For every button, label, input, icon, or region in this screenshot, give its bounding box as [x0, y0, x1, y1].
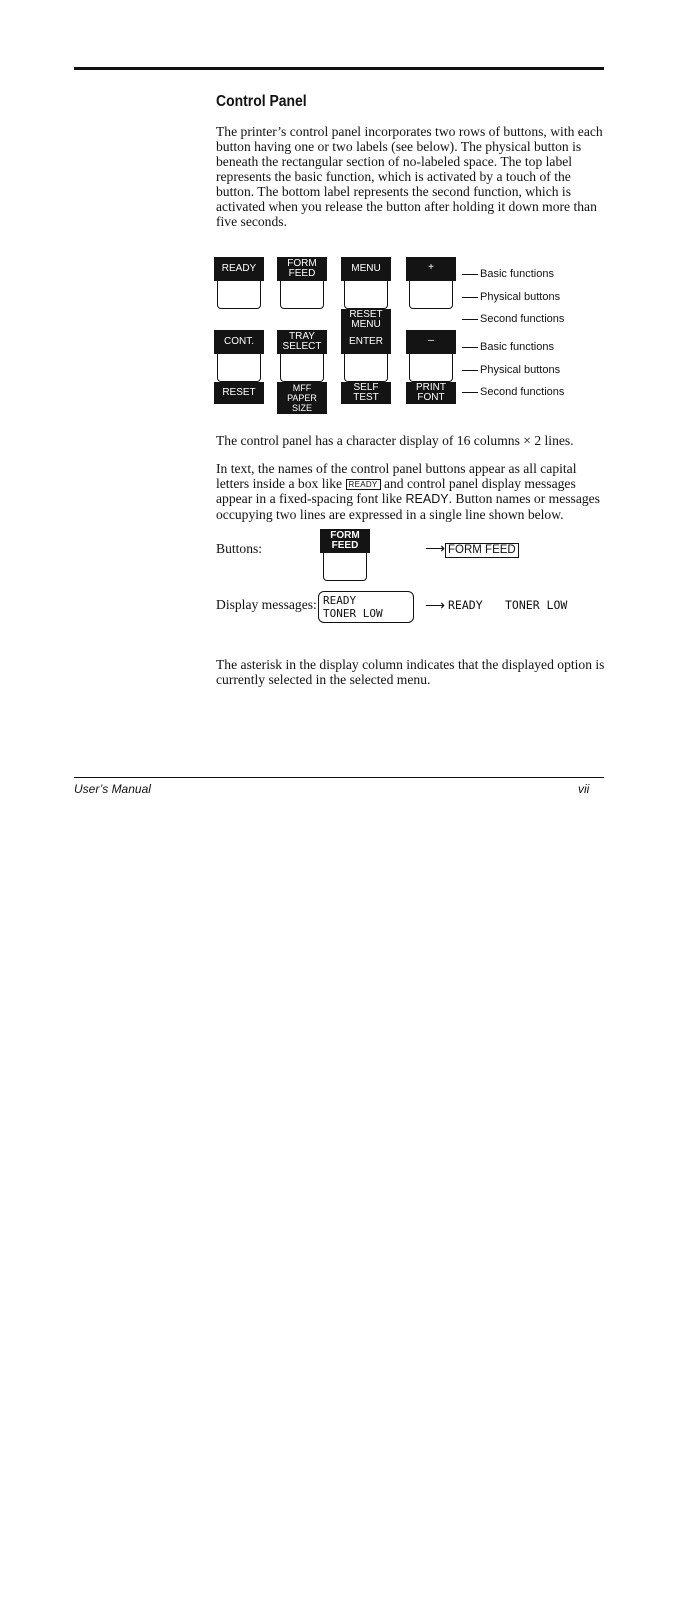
display-paragraph: The control panel has a character display of 16 columns × 2 lines. [216, 433, 574, 448]
inline-mono-text: READY [405, 492, 449, 506]
callout-physical-buttons: Physical buttons [462, 364, 560, 376]
physical-button [217, 354, 261, 382]
physical-button [323, 553, 367, 581]
display-result-line2: TONER LOW [505, 598, 568, 612]
panel-button-menu: MENU RESET MENU [341, 257, 391, 331]
intro-paragraph: The printer’s control panel incorporates two rows of buttons, with each button having one or two labels (see below). The physical button is beneath the rectangular section of no-labeled space. The top label represents the basic function, which is activated by a touch of the button. The bottom label represents the second function, which is activated when you release the button after holding it down more than five seconds. [216, 124, 603, 229]
bottom-rule [74, 777, 604, 778]
physical-button [217, 281, 261, 309]
callout-second-functions: Second functions [462, 313, 564, 325]
physical-button [409, 354, 453, 382]
panel-button-cont: CONT. RESET [214, 330, 264, 404]
callout-second-functions: Second functions [462, 386, 564, 398]
callout-basic-functions: Basic functions [462, 268, 554, 280]
panel-button-ready: READY [214, 257, 264, 309]
display-messages-label: Display messages: [216, 597, 317, 612]
section-heading: Control Panel [216, 93, 307, 110]
top-rule [74, 67, 604, 70]
display-result-line1: READY [448, 598, 483, 612]
physical-button [280, 354, 324, 382]
physical-button [344, 281, 388, 309]
footer-title: User’s Manual [74, 782, 151, 796]
panel-button-enter: ENTER SELF TEST [341, 330, 391, 404]
page-number: vii [578, 782, 590, 796]
asterisk-paragraph: The asterisk in the display column indicates that the displayed option is currently selected in the selected menu. [216, 657, 605, 687]
display-message-box: READY TONER LOW [318, 591, 414, 623]
callout-physical-buttons: Physical buttons [462, 291, 560, 303]
inline-button-box: READY [346, 479, 381, 490]
example-form-feed-button: FORM FEED [320, 529, 370, 581]
convention-paragraph: In text, the names of the control panel buttons appear as all capital letters inside a box like READY and control panel display messages appear in a fixed-spacing font like READY. Button names or messages occupying two lines are expressed in a single line shown below. [216, 461, 600, 522]
panel-button-minus: – PRINT FONT [406, 330, 456, 404]
arrow-icon: ⟶ [425, 599, 446, 614]
buttons-label: Buttons: [216, 541, 263, 556]
panel-button-plus: + [406, 257, 456, 309]
physical-button [280, 281, 324, 309]
callout-basic-functions: Basic functions [462, 341, 554, 353]
arrow-icon: ⟶ [425, 542, 446, 557]
panel-button-form-feed: FORM FEED [277, 257, 327, 309]
physical-button [344, 354, 388, 382]
button-result-box: FORM FEED [445, 543, 519, 558]
physical-button [409, 281, 453, 309]
panel-button-tray-select: TRAY SELECT MFF PAPER SIZE [277, 330, 327, 414]
